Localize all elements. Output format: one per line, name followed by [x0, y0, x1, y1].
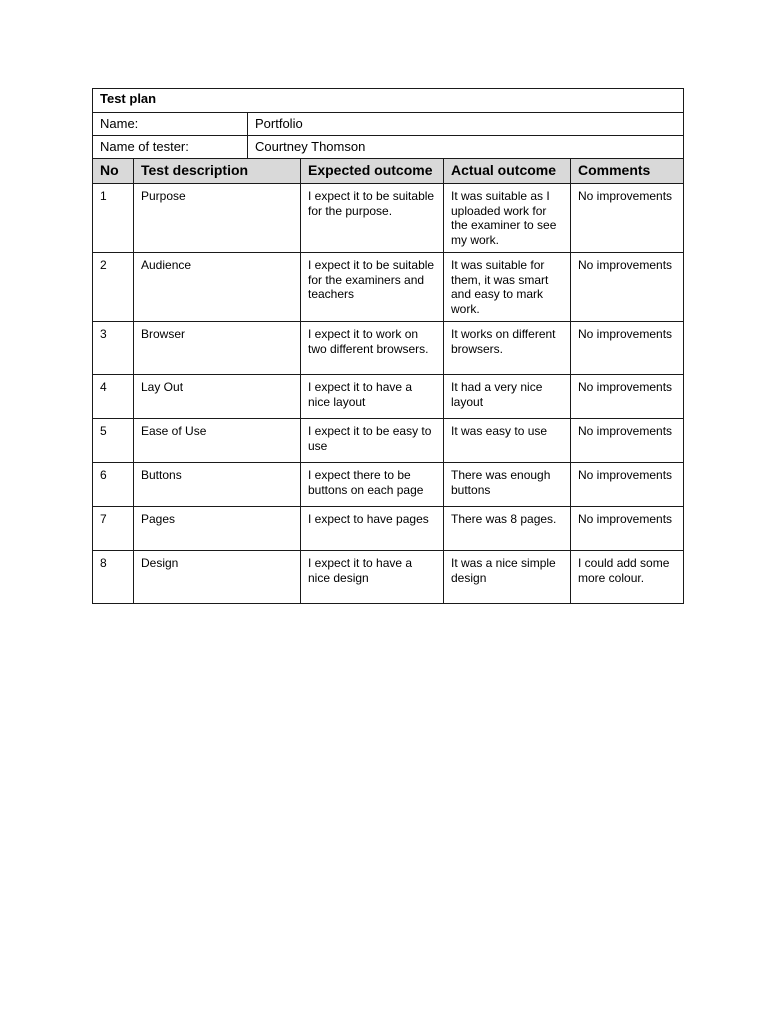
- row-expected: I expect it to be easy to use: [301, 419, 444, 463]
- row-description: Purpose: [134, 184, 301, 253]
- row-comments: No improvements: [571, 184, 684, 253]
- row-no: 1: [93, 184, 134, 253]
- table-row: [93, 253, 684, 322]
- row-expected: I expect to have pages: [301, 507, 444, 551]
- row-no: 2: [93, 253, 134, 322]
- row-comments: No improvements: [571, 322, 684, 375]
- row-expected: I expect it to work on two different browsers.: [301, 322, 444, 375]
- row-no: 5: [93, 419, 134, 463]
- row-description: Ease of Use: [134, 419, 301, 463]
- row-actual: It was suitable for them, it was smart and easy to mark work.: [444, 253, 571, 322]
- table-title: Test plan: [93, 89, 684, 113]
- row-expected: I expect it to have a nice layout: [301, 375, 444, 419]
- row-description: Lay Out: [134, 375, 301, 419]
- row-actual: There was enough buttons: [444, 463, 571, 507]
- row-expected: I expect it to be suitable for the examiners and teachers: [301, 253, 444, 322]
- row-expected: I expect there to be buttons on each page: [301, 463, 444, 507]
- name-label: Name:: [93, 113, 248, 136]
- row-comments: No improvements: [571, 507, 684, 551]
- row-description: Browser: [134, 322, 301, 375]
- tester-value: Courtney Thomson: [248, 136, 684, 159]
- row-actual: It was easy to use: [444, 419, 571, 463]
- column-header-no: No: [93, 159, 134, 184]
- tester-label: Name of tester:: [93, 136, 248, 159]
- test-plan-table: [92, 88, 684, 604]
- row-comments: I could add some more colour.: [571, 551, 684, 604]
- column-header-expected: Expected outcome: [301, 159, 444, 184]
- row-actual: It works on different browsers.: [444, 322, 571, 375]
- tester-row: [93, 136, 684, 159]
- row-expected: I expect it to be suitable for the purpose.: [301, 184, 444, 253]
- row-actual: It had a very nice layout: [444, 375, 571, 419]
- column-header-description: Test description: [134, 159, 301, 184]
- column-header-actual: Actual outcome: [444, 159, 571, 184]
- table-row: [93, 551, 684, 604]
- table-row: [93, 375, 684, 419]
- table-row: [93, 184, 684, 253]
- row-no: 6: [93, 463, 134, 507]
- title-row: [93, 89, 684, 113]
- table-row: [93, 507, 684, 551]
- row-comments: No improvements: [571, 375, 684, 419]
- row-no: 8: [93, 551, 134, 604]
- row-comments: No improvements: [571, 253, 684, 322]
- row-actual: It was suitable as I uploaded work for the examiner to see my work.: [444, 184, 571, 253]
- row-description: Audience: [134, 253, 301, 322]
- row-description: Buttons: [134, 463, 301, 507]
- table-row: [93, 322, 684, 375]
- row-no: 3: [93, 322, 134, 375]
- row-comments: No improvements: [571, 463, 684, 507]
- name-value: Portfolio: [248, 113, 684, 136]
- row-expected: I expect it to have a nice design: [301, 551, 444, 604]
- table-row: [93, 419, 684, 463]
- row-no: 4: [93, 375, 134, 419]
- row-actual: It was a nice simple design: [444, 551, 571, 604]
- column-header-row: [93, 159, 684, 184]
- row-description: Pages: [134, 507, 301, 551]
- row-no: 7: [93, 507, 134, 551]
- row-description: Design: [134, 551, 301, 604]
- name-row: [93, 113, 684, 136]
- row-actual: There was 8 pages.: [444, 507, 571, 551]
- row-comments: No improvements: [571, 419, 684, 463]
- table-row: [93, 463, 684, 507]
- column-header-comments: Comments: [571, 159, 684, 184]
